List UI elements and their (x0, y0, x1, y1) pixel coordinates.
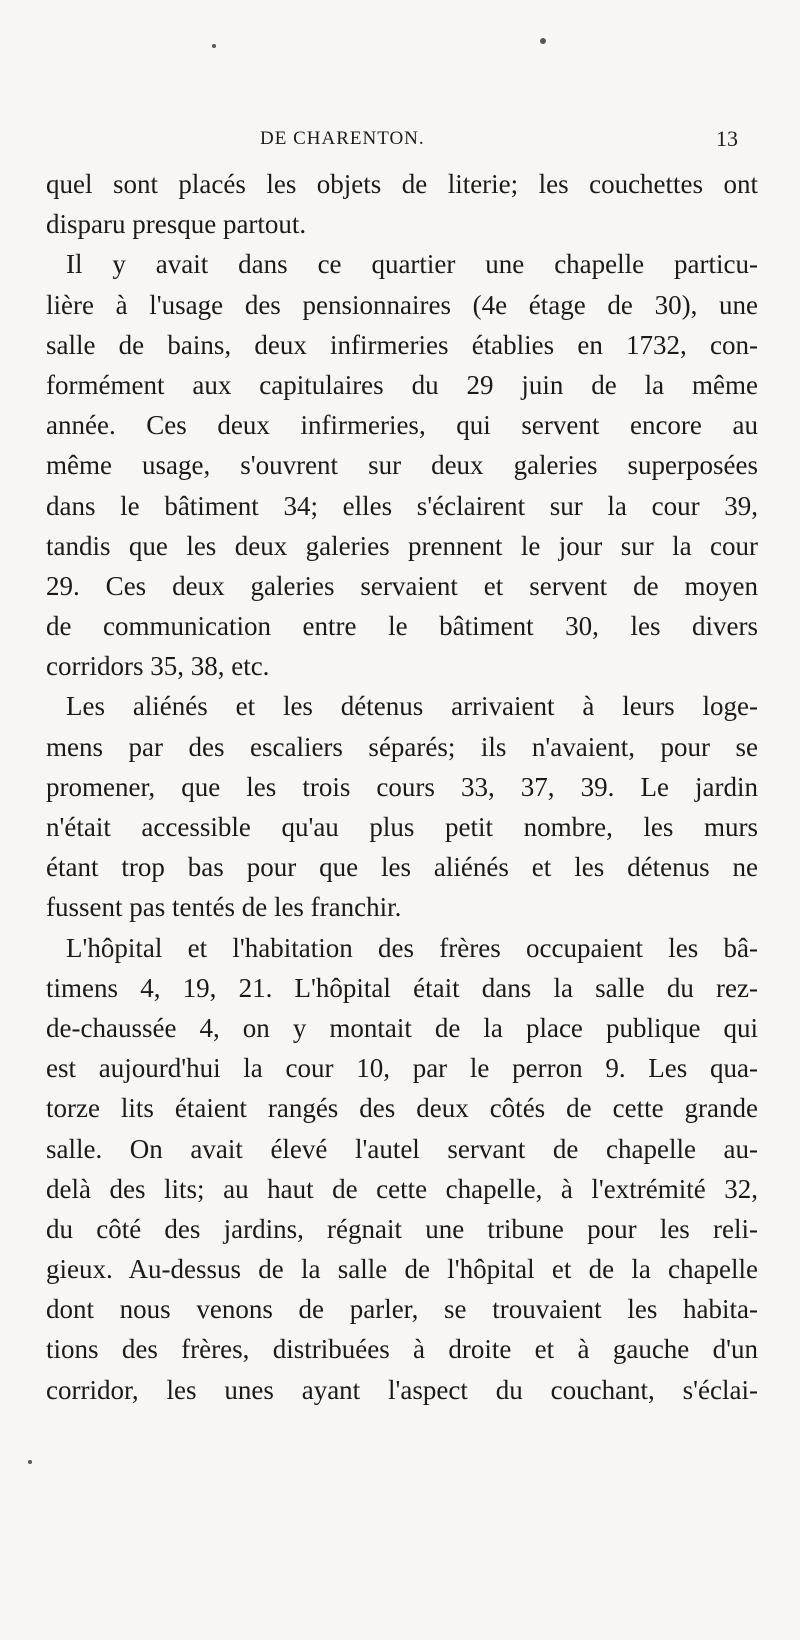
text-line: tandis que les deux galeries prennent le jour sur la cour (46, 530, 758, 561)
text-line: est aujourd'hui la cour 10, par le perron 9. Les qua- (46, 1053, 758, 1084)
text-line: fussent pas tentés de les franchir. (46, 892, 402, 923)
ink-speck (540, 38, 546, 44)
text-line: gieux. Au-dessus de la salle de l'hôpital et de la chapelle (46, 1254, 758, 1285)
text-line: timens 4, 19, 21. L'hôpital était dans la salle du rez- (46, 972, 758, 1003)
text-line: formément aux capitulaires du 29 juin de la même (46, 369, 758, 400)
page-number: 13 (716, 126, 738, 151)
text-line: n'était accessible qu'au plus petit nombre, les murs (46, 812, 758, 842)
text-line: du côté des jardins, régnait une tribune pour les reli- (46, 1213, 758, 1244)
text-line: promener, que les trois cours 33, 37, 39. Le jardin (46, 771, 758, 802)
text-line: mens par des escaliers séparés; ils n'avaient, pour se (46, 731, 758, 762)
text-line: torze lits étaient rangés des deux côtés de cette grande (46, 1093, 758, 1124)
text-line: étant trop bas pour que les aliénés et les détenus ne (46, 852, 758, 883)
text-line: salle. On avait élevé l'autel servant de chapelle au- (46, 1133, 758, 1164)
text-line: de-chaussée 4, on y montait de la place publique qui (46, 1012, 758, 1043)
text-line: dont nous venons de parler, se trouvaient les habita- (46, 1294, 758, 1325)
body-text (46, 164, 758, 1410)
text-line: année. Ces deux infirmeries, qui servent encore au (46, 410, 758, 441)
text-line: corridors 35, 38, etc. (46, 651, 270, 682)
text-line: lière à l'usage des pensionnaires (4e étage de 30), une (46, 289, 758, 320)
running-title: DE CHARENTON. (260, 128, 425, 149)
text-line: Il y avait dans ce quartier une chapelle particu- (66, 249, 758, 280)
text-line: dans le bâtiment 34; elles s'éclairent sur la cour 39, (46, 490, 758, 521)
text-line: L'hôpital et l'habitation des frères occupaient les bâ- (66, 932, 758, 963)
text-line: quel sont placés les objets de literie; les couchettes ont (46, 169, 758, 199)
text-line: delà des lits; au haut de cette chapelle, à l'extrémité 32, (46, 1173, 758, 1204)
ink-speck (28, 1460, 32, 1464)
text-line: salle de bains, deux infirmeries établies en 1732, con- (46, 329, 758, 360)
running-head (0, 120, 800, 160)
text-line: Les aliénés et les détenus arrivaient à leurs loge- (66, 691, 758, 722)
text-line: tions des frères, distribuées à droite et à gauche d'un (46, 1334, 758, 1365)
text-line: 29. Ces deux galeries servaient et servent de moyen (46, 570, 758, 601)
text-line: corridor, les unes ayant l'aspect du couchant, s'éclai- (46, 1374, 758, 1405)
text-line: disparu presque partout. (46, 209, 307, 240)
text-line: de communication entre le bâtiment 30, les divers (46, 611, 758, 642)
text-line: même usage, s'ouvrent sur deux galeries superposées (46, 450, 758, 481)
ink-speck (212, 44, 216, 48)
